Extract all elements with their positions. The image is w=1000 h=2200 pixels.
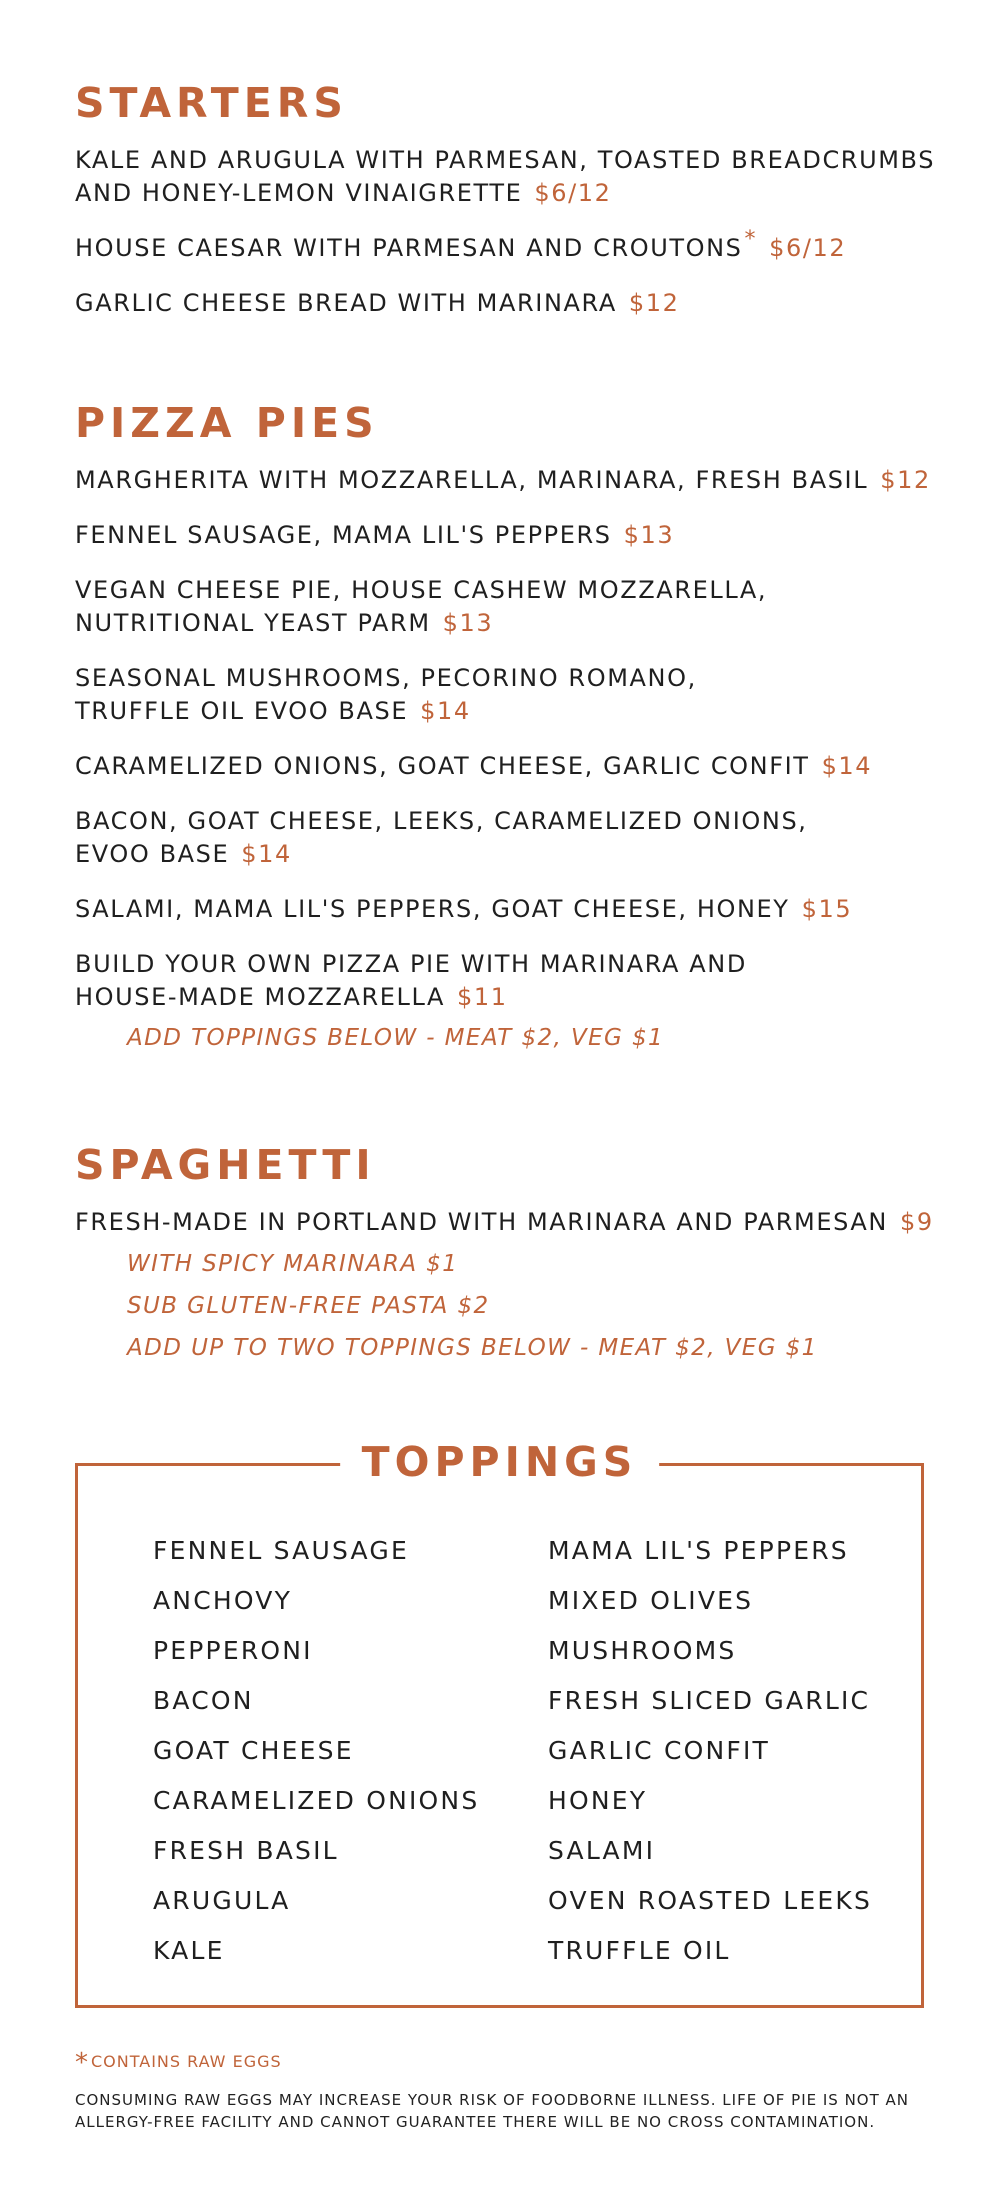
toppings-left-column [153,1526,479,1976]
item-price: $9 [899,1208,934,1236]
item-text: HOUSE CAESAR WITH PARMESAN AND CROUTONS [75,234,743,262]
item-text: FENNEL SAUSAGE, MAMA LIL'S PEPPERS [75,521,612,549]
allergy-disclaimer [75,2089,955,2133]
topping-item: SALAMI [548,1836,656,1865]
topping-item: FRESH BASIL [153,1836,339,1865]
item-text: FRESH-MADE IN PORTLAND WITH MARINARA AND PARMESAN [75,1208,888,1236]
item-text: GARLIC CHEESE BREAD WITH MARINARA [75,289,617,317]
toppings-right-column [548,1526,872,1976]
item-text: KALE AND ARUGULA WITH PARMESAN, TOASTED BREADCRUMBS [75,146,936,174]
item-price: $14 [821,752,873,780]
item-text: MARGHERITA WITH MOZZARELLA, MARINARA, FRESH BASIL [75,466,869,494]
menu-item [75,805,955,871]
raw-eggs-text: CONTAINS RAW EGGS [91,2052,282,2071]
disclaimer-line: CONSUMING RAW EGGS MAY INCREASE YOUR RISK OF FOODBORNE ILLNESS. LIFE OF PIE IS NOT AN [75,2091,910,2109]
menu-item [75,574,955,640]
disclaimer-line: ALLERGY-FREE FACILITY AND CANNOT GUARANTEE THERE WILL BE NO CROSS CONTAMINATION. [75,2113,876,2131]
menu-item [75,948,955,1014]
toppings-box [75,1438,924,2008]
item-text: BUILD YOUR OWN PIZZA PIE WITH MARINARA AND [75,950,747,978]
topping-item: MIXED OLIVES [548,1586,754,1615]
item-price: $14 [420,697,471,725]
topping-item: BACON [153,1686,254,1715]
item-text: NUTRITIONAL YEAST PARM [75,609,431,637]
item-text: AND HONEY-LEMON VINAIGRETTE [75,179,523,207]
menu-item [75,893,955,926]
menu-item [75,1206,955,1239]
item-price: $11 [457,983,508,1011]
topping-item: MUSHROOMS [548,1636,737,1665]
pizza-section [75,398,955,1055]
item-price: $13 [442,609,494,637]
menu-item [75,750,955,783]
item-price: $6/12 [769,234,847,262]
topping-item: HONEY [548,1786,648,1815]
footnote [75,2050,955,2133]
item-price: $6/12 [534,179,612,207]
item-text: EVOO BASE [75,840,230,868]
toppings-title: TOPPINGS [340,1434,660,1490]
spaghetti-note: SUB GLUTEN-FREE PASTA $2 [127,1293,490,1319]
topping-item: FENNEL SAUSAGE [153,1536,409,1565]
pizza-topping-note: ADD TOPPINGS BELOW - MEAT $2, VEG $1 [127,1025,665,1051]
topping-item: FRESH SLICED GARLIC [548,1686,871,1715]
topping-item: TRUFFLE OIL [548,1936,731,1965]
spaghetti-note: ADD UP TO TWO TOPPINGS BELOW - MEAT $2, VEG $1 [127,1335,818,1361]
topping-item: PEPPERONI [153,1636,313,1665]
menu-item [75,662,955,728]
asterisk-icon: * [75,2048,89,2078]
topping-item: CARAMELIZED ONIONS [153,1786,480,1815]
pizza-title: PIZZA PIES [75,399,379,447]
topping-item: MAMA LIL'S PEPPERS [548,1536,849,1565]
topping-item: KALE [153,1936,225,1965]
item-text: TRUFFLE OIL EVOO BASE [75,697,409,725]
raw-eggs-note [75,2048,955,2078]
topping-item: ARUGULA [153,1886,291,1915]
item-text: VEGAN CHEESE PIE, HOUSE CASHEW MOZZARELLA, [75,576,768,604]
topping-item: OVEN ROASTED LEEKS [548,1886,873,1915]
raw-egg-asterisk: * [744,227,758,252]
spaghetti-section [75,1140,955,1374]
item-price: $15 [801,895,853,923]
item-text: BACON, GOAT CHEESE, LEEKS, CARAMELIZED ONIONS, [75,807,808,835]
starters-title: STARTERS [75,79,348,127]
item-text: CARAMELIZED ONIONS, GOAT CHEESE, GARLIC CONFIT [75,752,810,780]
item-price: $12 [880,466,931,494]
item-price: $13 [623,521,675,549]
item-text: SEASONAL MUSHROOMS, PECORINO ROMANO, [75,664,697,692]
menu-item [75,144,955,210]
menu-item [75,464,955,497]
menu-item [75,227,955,265]
starters-section [75,78,955,342]
item-text: HOUSE-MADE MOZZARELLA [75,983,446,1011]
menu-item [75,287,955,320]
item-price: $14 [241,840,292,868]
item-text: SALAMI, MAMA LIL'S PEPPERS, GOAT CHEESE, HONEY [75,895,790,923]
item-price: $12 [628,289,680,317]
spaghetti-note: WITH SPICY MARINARA $1 [127,1251,459,1277]
topping-item: GARLIC CONFIT [548,1736,771,1765]
topping-item: ANCHOVY [153,1586,293,1615]
spaghetti-title: SPAGHETTI [75,1141,376,1189]
topping-item: GOAT CHEESE [153,1736,354,1765]
menu-item [75,519,955,552]
